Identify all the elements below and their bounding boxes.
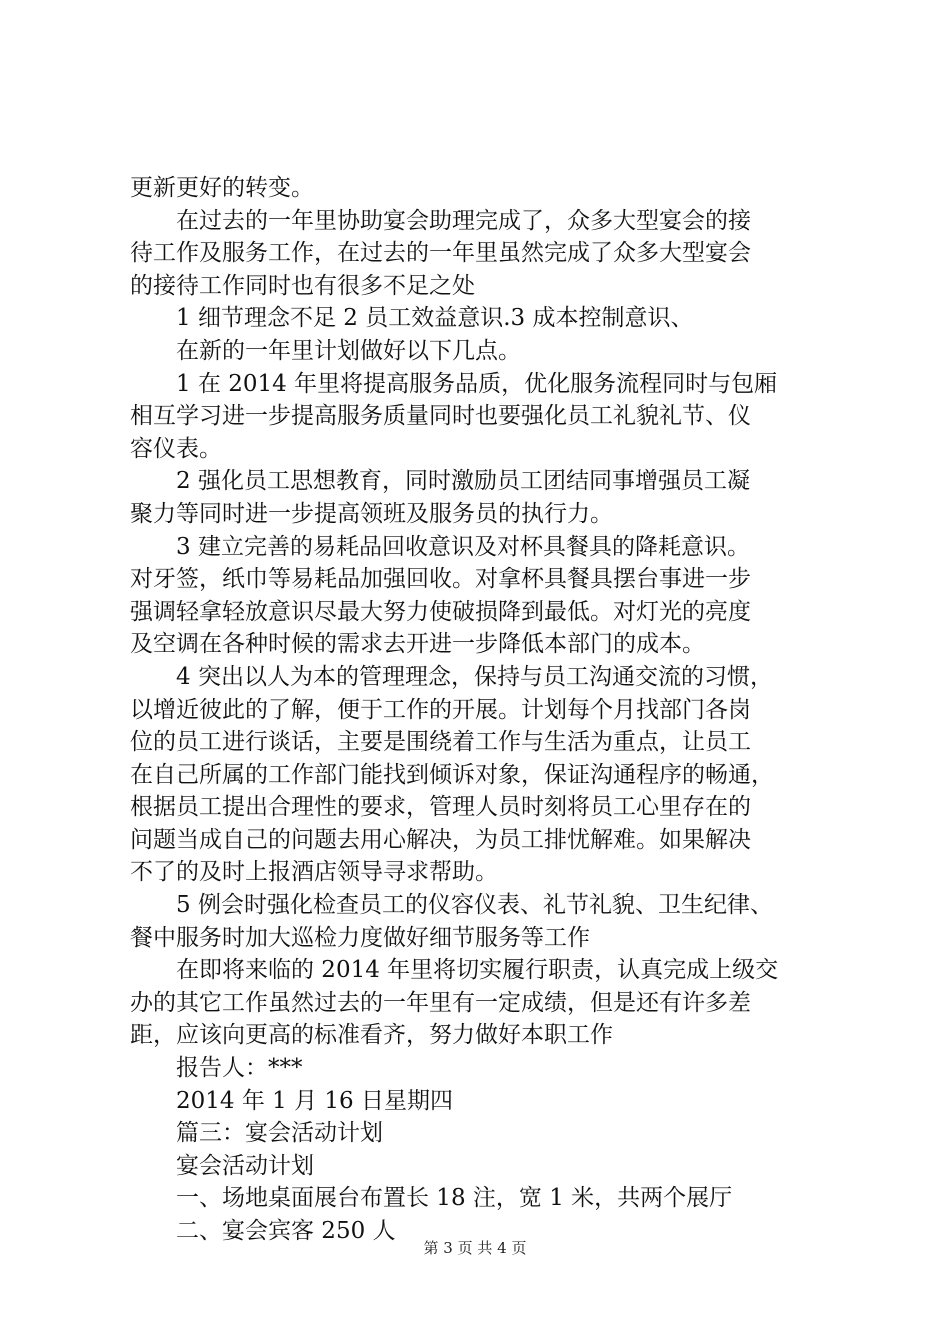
text-line: 一、场地桌面展台布置长 18 注，宽 1 米，共两个展厅	[176, 1185, 733, 1212]
text-line: 相互学习进一步提高服务质量同时也要强化员工礼貌礼节、仪	[130, 403, 751, 430]
text-line: 强调轻拿轻放意识尽最大努力使破损降到最低。对灯光的亮度	[130, 598, 751, 625]
text-line: 聚力等同时进一步提高领班及服务员的执行力。	[130, 500, 613, 527]
text-line: 报告人：***	[176, 1055, 303, 1082]
text-line: 待工作及服务工作，在过去的一年里虽然完成了众多大型宴会	[130, 240, 751, 267]
text-line: 餐中服务时加大巡检力度做好细节服务等工作	[130, 924, 590, 951]
text-line: 宴会活动计划	[176, 1152, 314, 1179]
text-line: 1 细节理念不足 2 员工效益意识.3 成本控制意识、	[176, 305, 694, 332]
text-line: 以增近彼此的了解，便于工作的开展。计划每个月找部门各岗	[130, 696, 751, 723]
text-line: 容仪表。	[130, 435, 222, 462]
text-line: 不了的及时上报酒店领导寻求帮助。	[130, 859, 498, 886]
text-line: 4 突出以人为本的管理理念，保持与员工沟通交流的习惯，	[176, 663, 773, 690]
text-line: 2 强化员工思想教育，同时激励员工团结同事增强员工凝	[176, 468, 750, 495]
document-body	[130, 172, 830, 1248]
text-line: 位的员工进行谈话，主要是围绕着工作与生活为重点，让员工	[130, 729, 751, 756]
text-line: 问题当成自己的问题去用心解决，为员工排忧解难。如果解决	[130, 826, 751, 853]
text-line: 2014 年 1 月 16 日星期四	[176, 1087, 453, 1114]
text-line: 在自己所属的工作部门能找到倾诉对象，保证沟通程序的畅通，	[130, 761, 774, 788]
page-footer: 第 3 页 共 4 页	[423, 1239, 527, 1257]
text-line: 1 在 2014 年里将提高服务品质，优化服务流程同时与包厢	[176, 370, 778, 397]
text-line: 二、宴会宾客 250 人	[176, 1218, 396, 1244]
text-line: 5 例会时强化检查员工的仪容仪表、礼节礼貌、卫生纪律、	[176, 892, 773, 919]
text-line: 篇三：宴会活动计划	[176, 1120, 383, 1147]
text-line: 在过去的一年里协助宴会助理完成了，众多大型宴会的接	[176, 207, 751, 234]
text-line: 对牙签，纸巾等易耗品加强回收。对拿杯具餐具摆台事进一步	[130, 566, 751, 593]
text-line: 距，应该向更高的标准看齐，努力做好本职工作	[130, 1022, 613, 1049]
text-line: 及空调在各种时候的需求去开进一步降低本部门的成本。	[130, 631, 705, 658]
text-line: 在新的一年里计划做好以下几点。	[176, 337, 521, 364]
text-line: 根据员工提出合理性的要求，管理人员时刻将员工心里存在的	[130, 794, 751, 821]
text-line: 办的其它工作虽然过去的一年里有一定成绩，但是还有许多差	[130, 989, 751, 1016]
text-line: 3 建立完善的易耗品回收意识及对杯具餐具的降耗意识。	[176, 533, 750, 560]
text-line: 在即将来临的 2014 年里将切实履行职责，认真完成上级交	[176, 957, 779, 984]
text-line: 更新更好的转变。	[130, 175, 314, 201]
text-line: 的接待工作同时也有很多不足之处	[130, 272, 475, 299]
